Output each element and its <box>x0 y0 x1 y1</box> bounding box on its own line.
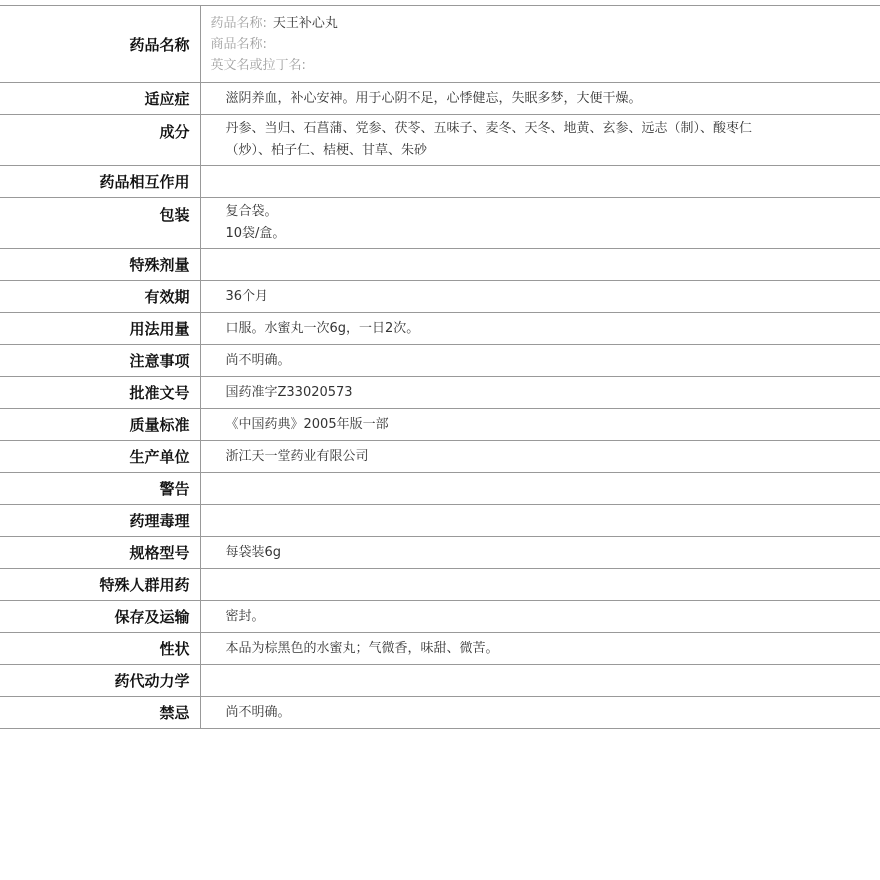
row-value: 密封。 <box>200 601 880 633</box>
row-value <box>200 166 880 198</box>
row-label: 药代动力学 <box>0 665 200 697</box>
table-row-shelf-life <box>0 281 880 313</box>
row-label: 药理毒理 <box>0 505 200 537</box>
row-label: 批准文号 <box>0 377 200 409</box>
table-row-warning <box>0 473 880 505</box>
row-value <box>200 473 880 505</box>
table-row-storage <box>0 601 880 633</box>
row-label: 生产单位 <box>0 441 200 473</box>
table-row-special-populations <box>0 569 880 601</box>
table-row-packaging <box>0 198 880 249</box>
row-value: 滋阴养血，补心安神。用于心阴不足，心悸健忘，失眠多梦，大便干燥。 <box>200 83 880 115</box>
packaging-cell <box>200 198 880 249</box>
table-row-precautions <box>0 345 880 377</box>
table-row-description <box>0 633 880 665</box>
row-value: 每袋装6g <box>200 537 880 569</box>
row-value <box>200 249 880 281</box>
row-value: 口服。水蜜丸一次6g，一日2次。 <box>200 313 880 345</box>
row-label: 注意事项 <box>0 345 200 377</box>
table-row-approval-number <box>0 377 880 409</box>
row-label: 质量标准 <box>0 409 200 441</box>
trade-name-line <box>211 34 791 55</box>
row-value <box>200 505 880 537</box>
row-label: 特殊剂量 <box>0 249 200 281</box>
row-value: 尚不明确。 <box>200 697 880 729</box>
row-label: 成分 <box>0 115 200 166</box>
row-value: 《中国药典》2005年版一部 <box>200 409 880 441</box>
row-label: 适应症 <box>0 83 200 115</box>
row-label: 性状 <box>0 633 200 665</box>
row-value: 浙江天一堂药业有限公司 <box>200 441 880 473</box>
row-label: 警告 <box>0 473 200 505</box>
row-value: 丹参、当归、石菖蒲、党参、茯苓、五味子、麦冬、天冬、地黄、玄参、远志（制）、酸枣仁（炒）、柏子仁、桔梗、甘草、朱砂 <box>200 115 880 166</box>
table-row-usage <box>0 313 880 345</box>
row-label: 用法用量 <box>0 313 200 345</box>
table-row-indications <box>0 83 880 115</box>
row-value: 尚不明确。 <box>200 345 880 377</box>
row-label: 禁忌 <box>0 697 200 729</box>
generic-name-value: 天王补心丸 <box>272 15 338 31</box>
row-label: 特殊人群用药 <box>0 569 200 601</box>
table-row-contraindications <box>0 697 880 729</box>
packaging-line: 复合袋。 <box>225 204 278 219</box>
table-row-specification <box>0 537 880 569</box>
drug-name-cell <box>200 6 880 83</box>
row-label: 药品名称 <box>0 6 200 83</box>
table-row-ingredients <box>0 115 880 166</box>
table-row-special-dosage <box>0 249 880 281</box>
table-row-pharmacology <box>0 505 880 537</box>
drug-spec-table <box>0 5 880 729</box>
table-row-quality-standard <box>0 409 880 441</box>
row-value: 36个月 <box>200 281 880 313</box>
generic-name-line <box>211 13 791 34</box>
row-label: 有效期 <box>0 281 200 313</box>
row-value <box>200 569 880 601</box>
row-label: 规格型号 <box>0 537 200 569</box>
table-row-drug-name <box>0 6 880 83</box>
english-name-key: 英文名或拉丁名: <box>210 57 306 73</box>
row-label: 保存及运输 <box>0 601 200 633</box>
table-row-pharmacokinetics <box>0 665 880 697</box>
row-value <box>200 665 880 697</box>
row-value: 国药准字Z33020573 <box>200 377 880 409</box>
row-value: 本品为棕黑色的水蜜丸；气微香，味甜、微苦。 <box>200 633 880 665</box>
table-row-manufacturer <box>0 441 880 473</box>
generic-name-key: 药品名称: <box>210 15 267 31</box>
english-name-line <box>211 55 791 76</box>
packaging-line: 10袋/盒。 <box>225 226 286 241</box>
row-label: 包装 <box>0 198 200 249</box>
row-label: 药品相互作用 <box>0 166 200 198</box>
table-row-interactions <box>0 166 880 198</box>
trade-name-key: 商品名称: <box>210 36 267 52</box>
